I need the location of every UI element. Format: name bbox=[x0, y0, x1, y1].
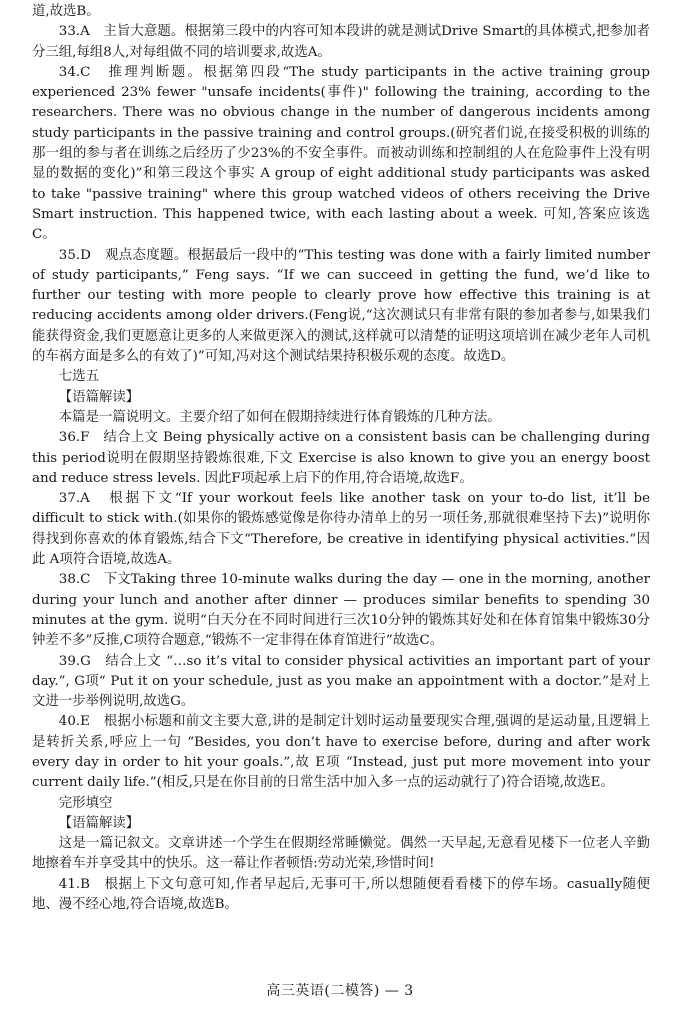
passage-analysis-label: 【语篇解读】 bbox=[58, 815, 140, 831]
answer-34: 34.C 推理判断题。根据第四段“The study participants in the active training group experienced 23% fewer "unsafe incidents(事件)" following the training, according to the researchers. There was no obvious change in the number of dangerous incidents among study participants in the passive training and control groups.(研究者们说,在接受积极的训练的那一组的参与者在训练之后经历了少23%的不安全事件。而被动训练和控制组的人在危险事件上没有明显的数据的变化)”和第三段这个事实 A group of eight additional study participants was asked to take "passive training" where this group watched videos of others receiving the Drive Smart instruction. This happened twice, with each lasting about a week. 可知,答案应该选C。 bbox=[32, 64, 650, 243]
answer-40: 40.E 根据小标题和前文主要大意,讲的是制定计划时运动量要现实合理,强调的是运动量,且逻辑上是转折关系,呼应上一句 “Besides, you don’t have to exercise before, during and after work every day in order to hit your goals.”,故 E项 “Instead, just put more movement into your current daily life.”(相反,只是在你目前的日常生活中加入多一点的运动就行了)符合语境,故选E。 bbox=[32, 714, 650, 791]
answer-39: 39.G 结合上文 “…so it’s vital to consider physical activities an important part of your day.”, G项“ Put it on your schedule, just as you make an appointment with a doctor.”是对上文进一步举例说明,故选G。 bbox=[32, 653, 650, 710]
answer-37: 37.A 根据下文“If your workout feels like another task on your to-do list, it’ll be difficult to stick with.(如果你的锻炼感觉像是你待办清单上的另一项任务,那就很难坚持下去)”说明你得找到你喜欢的体育锻炼,结合下文“Therefore, be creative in identifying physical activities.”因此 A项符合语境,故选A。 bbox=[32, 491, 650, 568]
passage-analysis-text: 这是一篇记叙文。文章讲述一个学生在假期经常睡懒觉。偶然一天早起,无意看见楼下一位老人辛勤地擦着车并享受其中的快乐。这一幕让作者顿悟:劳动光荣,珍惜时间! bbox=[32, 836, 650, 872]
paragraph-continuation: 道,故选B。 bbox=[32, 4, 100, 19]
passage-analysis-label: 【语篇解读】 bbox=[58, 389, 140, 405]
answer-36: 36.F 结合上文 Being physically active on a consistent basis can be challenging during this period说明在假期坚持锻炼很难,下文 Exercise is also known to give you an energy boost and reduce stress levels. 因此F项起承上启下的作用,符合语境,故选F。 bbox=[32, 430, 650, 486]
section-heading-cloze: 完形填空 bbox=[58, 795, 113, 811]
answer-content bbox=[32, 2, 650, 915]
page-footer: 高三英语(二模答) — 3 bbox=[266, 983, 414, 999]
answer-33: 33.A 主旨大意题。根据第三段中的内容可知本段讲的就是测试Drive Smart的具体模式,把参加者分三组,每组8人,对每组做不同的培训要求,故选A。 bbox=[32, 24, 650, 60]
answer-35: 35.D 观点态度题。根据最后一段中的“This testing was done with a fairly limited number of study participants,” Feng says. “If we can succeed in getting the fund, we’d like to further our testing with more people to clearly prove how effective this training is at reducing accidents among older drivers.(Feng说,“这次测试只有非常有限的参加者参与,如果我们能获得资金,我们更愿意让更多的人来做更深入的测试,这样就可以清楚的证明这项培训在减少老年人司机的车祸方面是多么的有效了)”可知,冯对这个测试结果持积极乐观的态度。故选D。 bbox=[32, 247, 650, 365]
section-heading-seven-choose-five: 七选五 bbox=[58, 369, 99, 385]
passage-analysis-text: 本篇是一篇说明文。主要介绍了如何在假期持续进行体育锻炼的几种方法。 bbox=[58, 409, 501, 425]
answer-38: 38.C 下文Taking three 10-minute walks during the day — one in the morning, another during your lunch and another after dinner — produces similar benefits to spending 30 minutes at the gym. 说明“白天分在不同时间进行三次10分钟的锻炼其好处和在体育馆集中锻炼30分钟差不多”反推,C项符合题意,“锻炼不一定非得在体育馆进行”故选C。 bbox=[32, 572, 650, 649]
answer-41: 41.B 根据上下文句意可知,作者早起后,无事可干,所以想随便看看楼下的停车场。casually随便地、漫不经心地,符合语境,故选B。 bbox=[32, 876, 650, 913]
